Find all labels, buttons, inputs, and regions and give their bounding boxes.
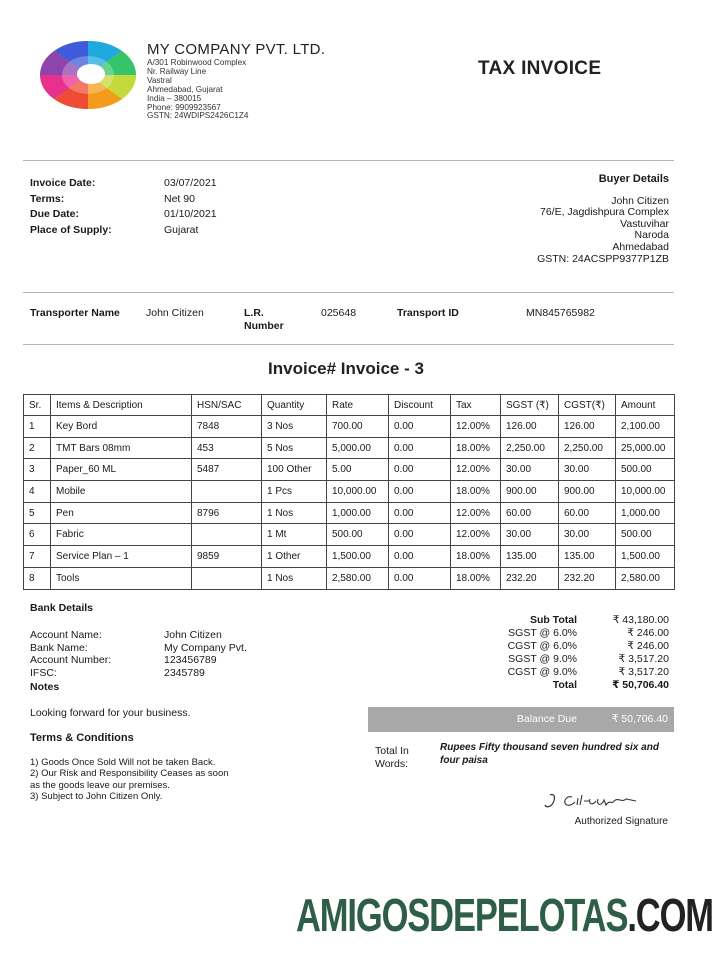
table-cell: 1,000.00 (327, 502, 389, 524)
table-cell: 12.00% (451, 524, 501, 546)
total-in-words-label: Total In Words: (375, 745, 409, 770)
cgst-6-value: ₹ 246.00 (627, 640, 669, 652)
lr-label-line: L.R. (244, 307, 264, 319)
invoice-meta (30, 176, 217, 238)
signature-image (540, 789, 650, 813)
buyer-details (409, 174, 669, 265)
lr-number: 025648 (321, 307, 357, 319)
table-cell: Fabric (51, 524, 192, 546)
total-label: Total (552, 679, 577, 691)
column-header: Discount (389, 395, 451, 416)
table-cell: Pen (51, 502, 192, 524)
company-address-line: India – 380015 (147, 93, 202, 103)
table-cell: 135.00 (501, 546, 559, 568)
table-cell: 232.20 (559, 567, 616, 589)
table-row (24, 416, 675, 438)
bank-name-label: Bank Name: (30, 641, 88, 654)
invoice-number: Invoice# Invoice - 3 (268, 359, 424, 378)
table-cell: 0.00 (389, 567, 451, 589)
company-address-line: Nr. Railway Line (147, 66, 207, 76)
table-cell: Tools (51, 567, 192, 589)
company-address-line: A/301 Robinwood Complex (147, 58, 247, 67)
table-cell: 8796 (192, 502, 262, 524)
notes-text: Looking forward for your business. (30, 707, 191, 719)
table-cell: 1,500.00 (327, 546, 389, 568)
table-cell: 2,250.00 (559, 437, 616, 459)
buyer-address-line: Naroda (634, 229, 669, 242)
invoice-date: 03/07/2021 (164, 177, 217, 189)
table-cell: 1 Nos (262, 502, 327, 524)
table-row (24, 546, 675, 568)
bank-name: My Company Pvt. (164, 641, 247, 654)
table-row (24, 481, 675, 503)
table-cell: 9859 (192, 546, 262, 568)
table-cell: 0.00 (389, 524, 451, 546)
table-cell: 5.00 (327, 459, 389, 481)
buyer-address-line: 76/E, Jagdishpura Complex (540, 206, 669, 219)
table-cell: 700.00 (327, 416, 389, 438)
subtotal-value: ₹ 43,180.00 (612, 614, 669, 626)
due-date: 01/10/2021 (164, 208, 217, 220)
company-address (147, 59, 248, 121)
table-cell: 232.20 (501, 567, 559, 589)
divider (23, 292, 674, 293)
table-cell: 5 (24, 502, 51, 524)
transport-id: MN845765982 (526, 307, 595, 319)
account-name: John Citizen (164, 629, 222, 641)
sgst-9-value: ₹ 3,517.20 (618, 653, 669, 665)
place-of-supply-label: Place of Supply: (30, 223, 112, 236)
table-cell: 10,000.00 (616, 481, 675, 503)
balance-due-value: ₹ 50,706.40 (611, 713, 668, 725)
table-cell: 60.00 (501, 502, 559, 524)
buyer-gstn: GSTN: 24ACSPP9377P1ZB (537, 252, 669, 265)
company-gstn: GSTN: 24WDIPS2426C1Z4 (147, 111, 249, 121)
table-cell: 0.00 (389, 481, 451, 503)
table-cell (192, 524, 262, 546)
totals-summary (440, 614, 669, 692)
table-cell: Paper_60 ML (51, 459, 192, 481)
signature-label: Authorized Signature (574, 816, 668, 827)
balance-due-label: Balance Due (516, 713, 577, 725)
table-cell: 135.00 (559, 546, 616, 568)
sgst-9-label: SGST @ 9.0% (508, 653, 577, 665)
total-value: ₹ 50,706.40 (612, 679, 669, 691)
transporter-name-label: Transporter Name (30, 307, 120, 319)
bank-details (30, 629, 247, 679)
column-header: Amount (616, 395, 675, 416)
table-cell: 3 Nos (262, 416, 327, 438)
table-cell: Service Plan – 1 (51, 546, 192, 568)
table-row (24, 524, 675, 546)
table-cell: 1 Other (262, 546, 327, 568)
lr-label-line: Number (244, 319, 284, 332)
table-row (24, 502, 675, 524)
table-cell: 12.00% (451, 416, 501, 438)
table-cell: 500.00 (616, 459, 675, 481)
table-cell: 1 (24, 416, 51, 438)
table-cell: 100 Other (262, 459, 327, 481)
place-of-supply: Gujarat (164, 223, 199, 236)
table-cell: 126.00 (559, 416, 616, 438)
column-header: HSN/SAC (192, 395, 262, 416)
table-cell: 1,000.00 (616, 502, 675, 524)
table-cell: 25,000.00 (616, 437, 675, 459)
due-date-label: Due Date: (30, 208, 80, 220)
table-cell: 2,100.00 (616, 416, 675, 438)
table-cell: 5487 (192, 459, 262, 481)
table-cell: 30.00 (559, 459, 616, 481)
table-cell: 500.00 (327, 524, 389, 546)
table-cell: 900.00 (501, 481, 559, 503)
table-cell: 6 (24, 524, 51, 546)
table-cell: Mobile (51, 481, 192, 503)
terms-item: 1) Goods Once Sold Will not be taken Back. (30, 757, 216, 768)
table-cell: 60.00 (559, 502, 616, 524)
table-cell: 8 (24, 567, 51, 589)
table-cell: 18.00% (451, 481, 501, 503)
buyer-address-line: Ahmedabad (612, 240, 669, 253)
column-header: Quantity (262, 395, 327, 416)
column-header: SGST (₹) (501, 395, 559, 416)
watermark-suffix: .COM (627, 889, 713, 941)
transport-id-label: Transport ID (397, 307, 459, 319)
table-cell: 0.00 (389, 459, 451, 481)
account-number-label: Account Number: (30, 654, 112, 666)
table-cell: 0.00 (389, 502, 451, 524)
notes-heading: Notes (30, 681, 60, 693)
table-cell: 30.00 (501, 524, 559, 546)
table-cell: 18.00% (451, 546, 501, 568)
table-cell: 0.00 (389, 437, 451, 459)
table-header-row (24, 395, 675, 416)
cgst-6-label: CGST @ 6.0% (507, 640, 577, 652)
account-name-label: Account Name: (30, 629, 102, 641)
table-cell: 900.00 (559, 481, 616, 503)
buyer-address-line: Vastuvihar (620, 217, 669, 230)
terms-list (30, 757, 240, 802)
table-cell (192, 567, 262, 589)
table-cell: 7 (24, 546, 51, 568)
table-cell: 5,000.00 (327, 437, 389, 459)
column-header: Tax (451, 395, 501, 416)
table-cell: 2 (24, 437, 51, 459)
table-cell: 4 (24, 481, 51, 503)
table-cell: 1 Mt (262, 524, 327, 546)
ifsc-label: IFSC: (30, 666, 57, 679)
table-cell: 5 Nos (262, 437, 327, 459)
table-cell: 10,000.00 (327, 481, 389, 503)
table-cell: 1 Nos (262, 567, 327, 589)
company-address-line: Vastral (147, 75, 172, 85)
company-logo (36, 38, 140, 112)
table-cell: 7848 (192, 416, 262, 438)
total-in-words: Rupees Fifty thousand seven hundred six and four paisa (440, 742, 659, 766)
lr-number-label (244, 307, 284, 332)
divider (23, 344, 674, 345)
company-address-line: Ahmedabad, Gujarat (147, 84, 223, 94)
company-name: MY COMPANY PVT. LTD. (147, 41, 326, 58)
subtotal-label: Sub Total (529, 614, 577, 626)
table-cell: 30.00 (559, 524, 616, 546)
column-header: Rate (327, 395, 389, 416)
invoice-date-label: Invoice Date: (30, 177, 96, 189)
column-header: CGST(₹) (559, 395, 616, 416)
bank-details-heading: Bank Details (30, 602, 94, 614)
items-table (23, 394, 675, 590)
column-header: Sr. (24, 395, 51, 416)
terms-value: Net 90 (164, 192, 195, 205)
cgst-9-value: ₹ 3,517.20 (618, 666, 669, 678)
terms-label: Terms: (30, 192, 65, 205)
table-cell: 500.00 (616, 524, 675, 546)
transporter-name: John Citizen (146, 307, 204, 319)
table-cell: 18.00% (451, 437, 501, 459)
divider (23, 160, 674, 161)
company-phone: Phone: 9909923567 (147, 102, 221, 112)
ifsc: 2345789 (164, 666, 205, 679)
sgst-6-label: SGST @ 6.0% (508, 627, 577, 639)
terms-item: 3) Subject to John Citizen Only. (30, 790, 163, 802)
table-row (24, 567, 675, 589)
buyer-heading: Buyer Details (598, 173, 669, 185)
cgst-9-label: CGST @ 9.0% (507, 666, 577, 678)
table-cell: 0.00 (389, 546, 451, 568)
watermark (296, 888, 713, 942)
table-cell: 12.00% (451, 502, 501, 524)
table-cell: 2,580.00 (616, 567, 675, 589)
table-cell: 2,580.00 (327, 567, 389, 589)
buyer-name: John Citizen (611, 194, 669, 207)
table-cell: 453 (192, 437, 262, 459)
table-row (24, 437, 675, 459)
watermark-text: AMIGOSDEPELOTAS (296, 889, 628, 941)
table-cell: 18.00% (451, 567, 501, 589)
table-cell: 0.00 (389, 416, 451, 438)
table-cell: Key Bord (51, 416, 192, 438)
terms-heading: Terms & Conditions (30, 732, 134, 744)
column-header: Items & Description (51, 395, 192, 416)
table-cell: 3 (24, 459, 51, 481)
table-row (24, 459, 675, 481)
table-cell: 126.00 (501, 416, 559, 438)
table-cell: 2,250.00 (501, 437, 559, 459)
account-number: 123456789 (164, 654, 217, 666)
sgst-6-value: ₹ 246.00 (627, 627, 669, 639)
table-cell: 30.00 (501, 459, 559, 481)
table-cell: 1 Pcs (262, 481, 327, 503)
table-cell: 1,500.00 (616, 546, 675, 568)
document-title: TAX INVOICE (478, 58, 602, 79)
table-cell: TMT Bars 08mm (51, 437, 192, 459)
balance-due-bar (368, 707, 674, 732)
table-cell (192, 481, 262, 503)
terms-item: 2) Our Risk and Responsibility Ceases as soon as the goods leave our premises. (30, 768, 229, 791)
table-cell: 12.00% (451, 459, 501, 481)
